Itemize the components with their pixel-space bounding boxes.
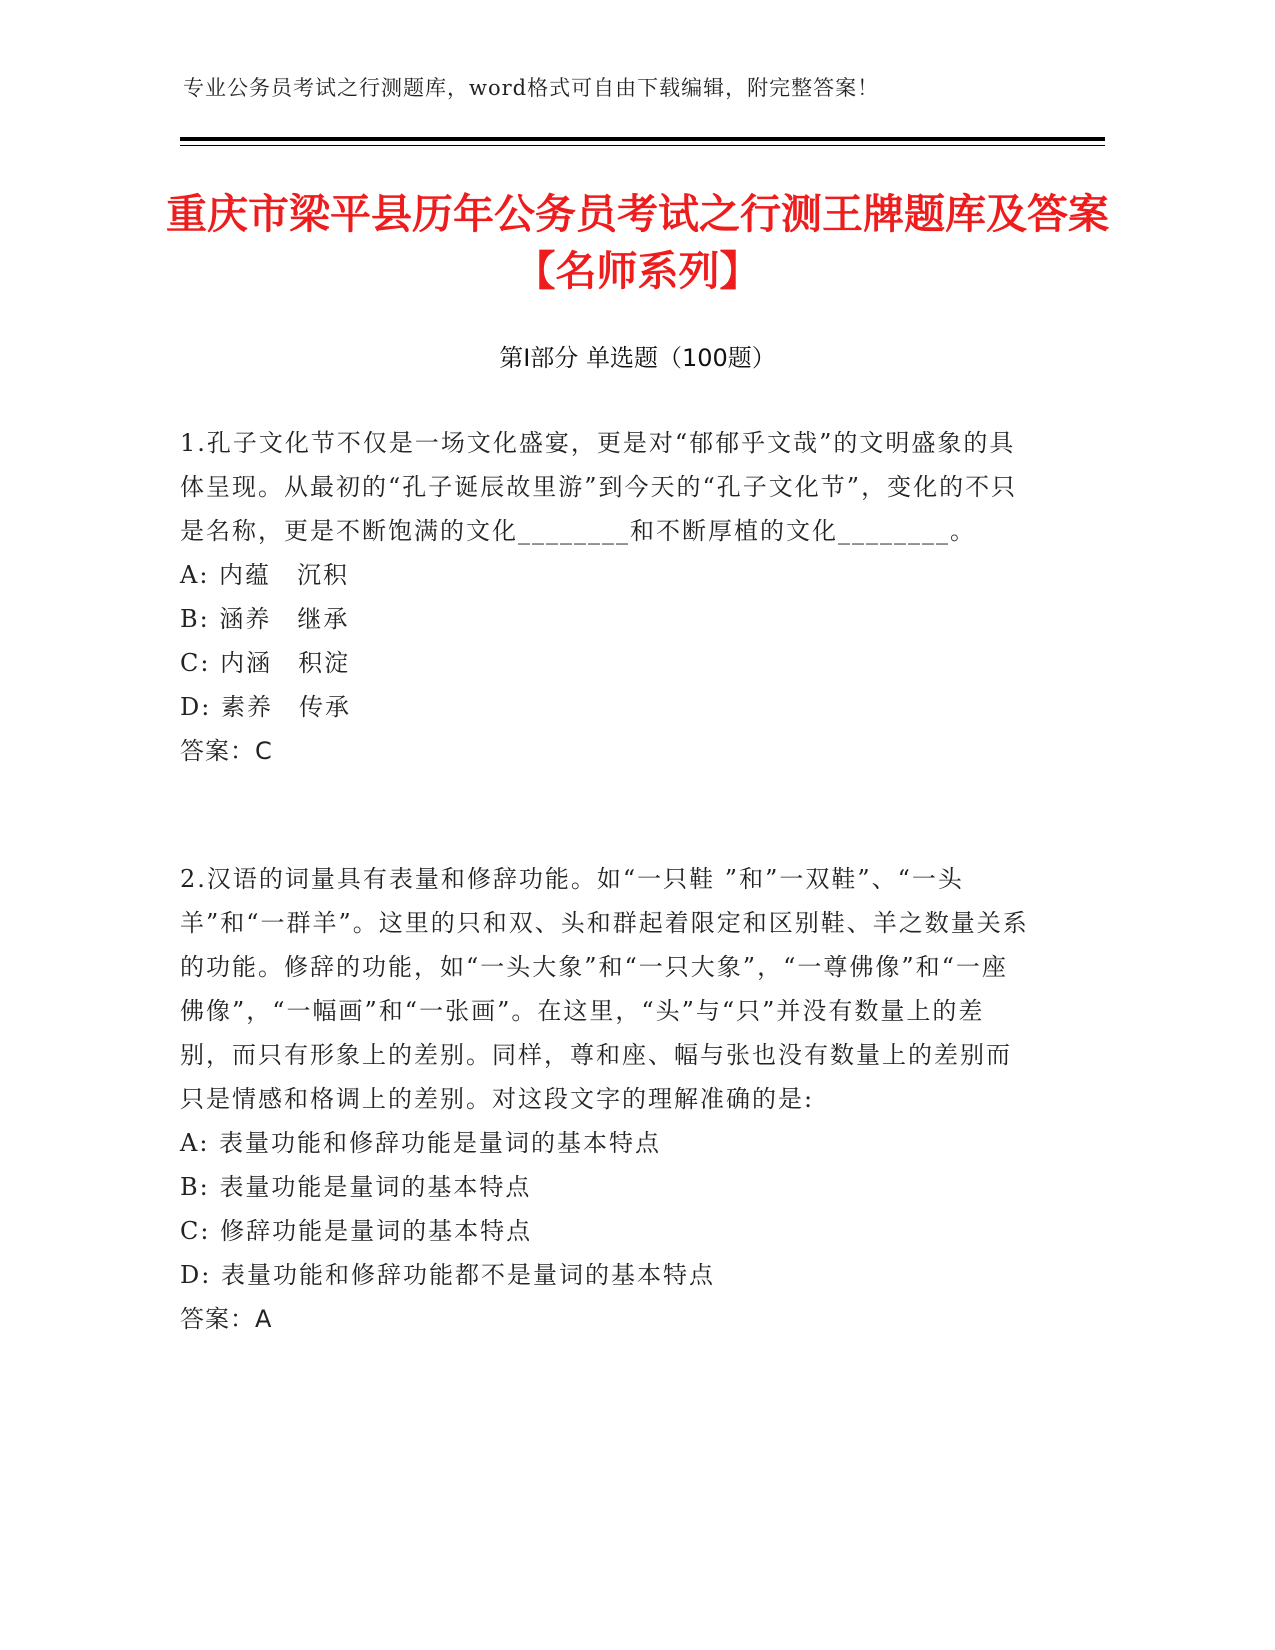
option-c: C: 修辞功能是量词的基本特点 — [180, 1217, 533, 1245]
option-a: A: 内蕴 沉积 — [180, 561, 350, 589]
option-a: A: 表量功能和修辞功能是量词的基本特点 — [180, 1129, 662, 1157]
answer-line: 答案：C — [180, 737, 273, 765]
header-note: 专业公务员考试之行测题库，word格式可自由下载编辑，附完整答案！ — [183, 76, 880, 100]
question-2 — [180, 857, 1030, 1341]
option-b: B: 表量功能是量词的基本特点 — [180, 1173, 532, 1201]
document-title: 重庆市梁平县历年公务员考试之行测王牌题库及答案【名师系列】 — [166, 190, 1109, 295]
section-heading: 第Ⅰ部分 单选题（100题） — [499, 344, 776, 372]
question-stem: 2.汉语的词量具有表量和修辞功能。如“一只鞋 ”和”一双鞋”、“一头羊”和“一群羊”。这里的只和双、头和群起着限定和区别鞋、羊之数量关系的功能。修辞的功能，如“一头大象”和“一只大象”，“一尊佛像”和“一座佛像”，“一幅画”和“一张画”。在这里，“头”与“只”并没有数量上的差别，而只有形象上的差别。同样，尊和座、幅与张也没有数量上的差别而只是情感和格调上的差别。对这段文字的理解准确的是: — [180, 865, 1029, 1113]
question-1 — [180, 421, 1030, 773]
answer-line: 答案：A — [180, 1305, 273, 1333]
option-b: B: 涵养 继承 — [180, 605, 350, 633]
question-stem: 1.孔子文化节不仅是一场文化盛宴，更是对“郁郁乎文哉”的文明盛象的具体呈现。从最初的“孔子诞辰故里游”到今天的“孔子文化节”，变化的不只是名称，更是不断饱满的文化________和不断厚植的文化________。 — [180, 429, 1018, 545]
option-d: D: 素养 传承 — [180, 693, 351, 721]
option-c: C: 内涵 积淀 — [180, 649, 351, 677]
header-rule-thin — [180, 145, 1105, 146]
header-rule-thick — [180, 137, 1105, 141]
option-d: D: 表量功能和修辞功能都不是量词的基本特点 — [180, 1261, 715, 1289]
